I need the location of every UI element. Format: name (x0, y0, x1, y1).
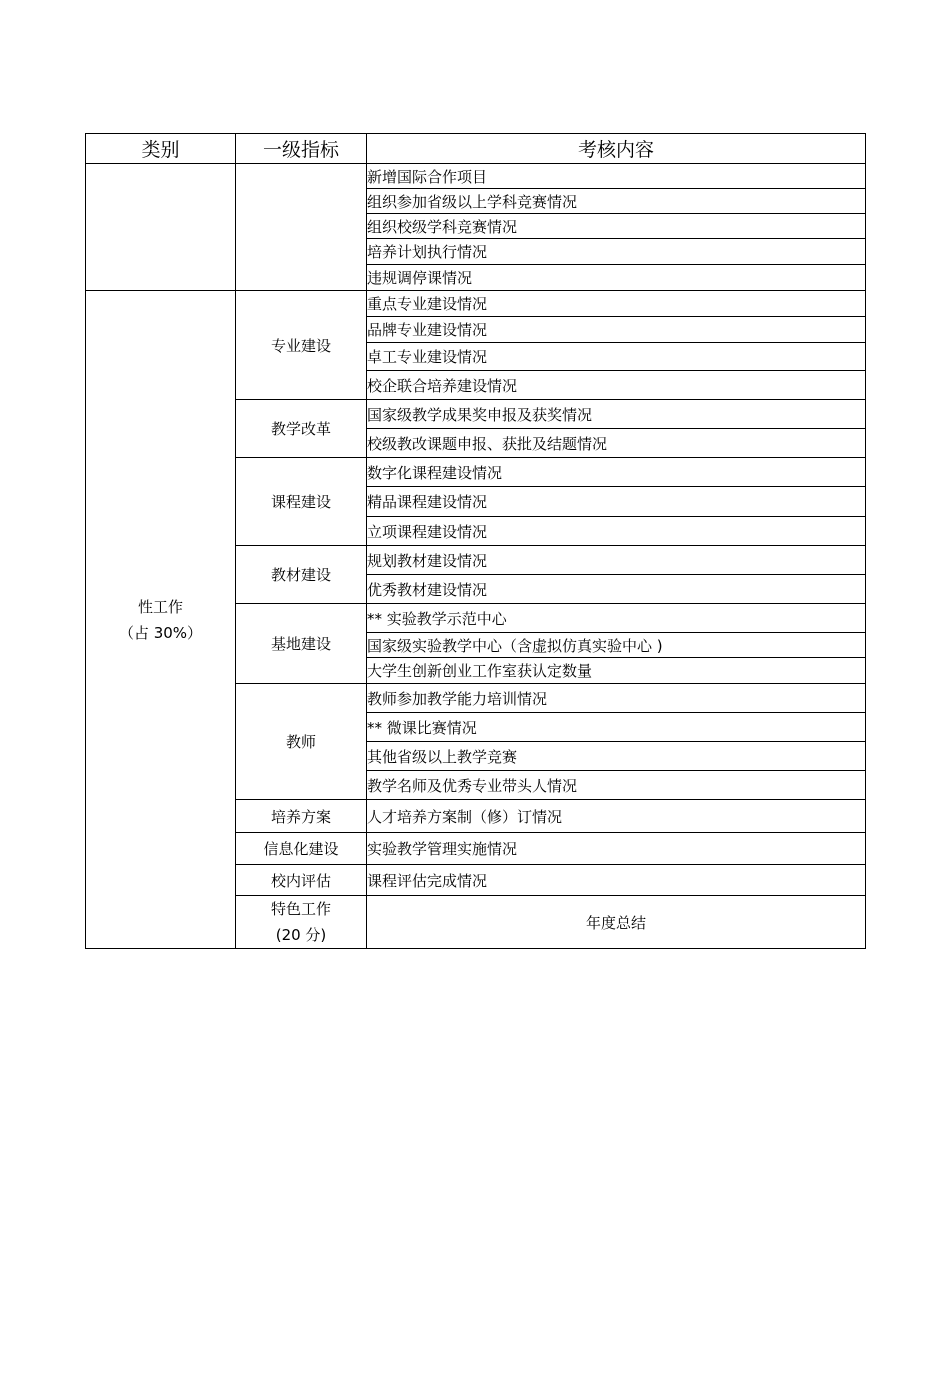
category-special-line2: (20 分) (275, 926, 327, 944)
content-cell: 精品课程建设情况 (367, 487, 866, 517)
content-cell: 国家级教学成果奖申报及获奖情况 (367, 400, 866, 429)
content-cell: 违规调停课情况 (367, 265, 866, 291)
content-cell: 立项课程建设情况 (367, 517, 866, 546)
indicator-cell: 培养方案 (236, 800, 367, 833)
header-category: 类别 (86, 134, 236, 164)
content-cell: 课程评估完成情况 (367, 865, 866, 896)
table-row (86, 291, 866, 317)
content-cell: 其他省级以上教学竞赛 (367, 742, 866, 771)
category-special-line1: 特色工作 (270, 900, 331, 918)
content-cell: 实验教学管理实施情况 (367, 833, 866, 865)
content-cell: 国家级实验教学中心（含虚拟仿真实验中心 ) (367, 633, 866, 658)
content-cell: 卓工专业建设情况 (367, 343, 866, 371)
indicator-cell: 教材建设 (236, 546, 367, 604)
header-row (86, 134, 866, 164)
content-cell: 规划教材建设情况 (367, 546, 866, 575)
content-cell: 组织参加省级以上学科竞赛情况 (367, 189, 866, 214)
content-cell: 重点专业建设情况 (367, 291, 866, 317)
content-cell: 教学名师及优秀专业带头人情况 (367, 771, 866, 800)
content-cell: 培养计划执行情况 (367, 239, 866, 265)
indicator-cell: 教学改革 (236, 400, 367, 458)
content-cell: ** 微课比赛情况 (367, 713, 866, 742)
content-cell: 优秀教材建设情况 (367, 575, 866, 604)
indicator-cell: 校内评估 (236, 865, 367, 896)
category-cell-empty (86, 164, 236, 291)
content-cell: 教师参加教学能力培训情况 (367, 684, 866, 713)
content-cell: 大学生创新创业工作室获认定数量 (367, 658, 866, 684)
content-cell: 校企联合培养建设情况 (367, 371, 866, 400)
category-special (236, 896, 367, 949)
indicator-cell: 课程建设 (236, 458, 367, 546)
content-cell: 校级教改课题申报、获批及结题情况 (367, 429, 866, 458)
indicator-cell: 信息化建设 (236, 833, 367, 865)
indicator-cell: 基地建设 (236, 604, 367, 684)
header-content: 考核内容 (367, 134, 866, 164)
indicator-cell: 专业建设 (236, 291, 367, 400)
indicator-cell: 年度总结 (367, 896, 866, 949)
category-regular-line2: （占 30%） (118, 623, 203, 642)
content-cell: 新增国际合作项目 (367, 164, 866, 189)
content-cell: ** 实验教学示范中心 (367, 604, 866, 633)
content-cell: 品牌专业建设情况 (367, 317, 866, 343)
assessment-table (85, 133, 866, 949)
content-cell: 人才培养方案制（修）订情况 (367, 800, 866, 833)
content-cell: 数字化课程建设情况 (367, 458, 866, 487)
indicator-cell-empty (236, 164, 367, 291)
table-row (86, 164, 866, 189)
header-indicator: 一级指标 (236, 134, 367, 164)
indicator-cell: 教师 (236, 684, 367, 800)
category-regular (86, 291, 236, 949)
category-regular-line1: 性工作 (137, 597, 183, 616)
content-cell: 组织校级学科竞赛情况 (367, 214, 866, 239)
